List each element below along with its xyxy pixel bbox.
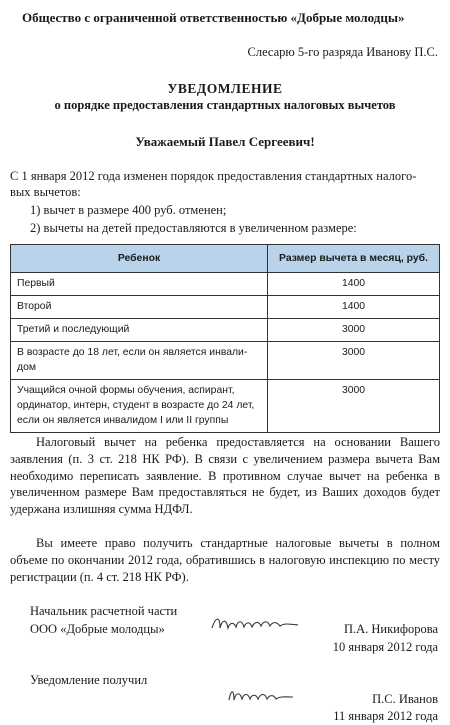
signer-position: Начальник расчетной части: [30, 604, 178, 618]
signer-organization: ООО «Добрые молодцы»: [30, 622, 165, 636]
table-row: [11, 273, 440, 296]
table-row: [11, 296, 440, 319]
list-item-2: 2) вычеты на детей предоставляются в увеличенном размере:: [30, 221, 357, 235]
column-header-child: Ребенок: [11, 245, 268, 273]
table-row: [11, 319, 440, 342]
document-title: УВЕДОМЛЕНИЕ: [167, 81, 283, 96]
intro-line-1: С 1 января 2012 года изменен порядок предоставления стандартных налого-: [10, 169, 417, 183]
addressee: Слесарю 5-го разряда Иванову П.С.: [247, 45, 438, 59]
paragraph-right: Вы имеете право получить стандартные налоговые вычеты в полном объеме по окончании 2012 года, обратившись в налоговую инспекцию по месту регистрации (п. 4 ст. 218 НК РФ).: [10, 536, 440, 584]
signer-date: 10 января 2012 года: [332, 640, 438, 654]
signature-nikiforova-icon: [210, 612, 300, 636]
intro-line-2: вых вычетов:: [10, 185, 81, 199]
amount-cell: 3000: [268, 342, 440, 380]
signer-name: П.А. Никифорова: [343, 622, 438, 636]
table-header-row: [11, 245, 440, 273]
amount-cell: 1400: [268, 296, 440, 319]
receiver-date: 11 января 2012 года: [333, 709, 438, 723]
child-cell: Учащийся очной формы обучения, аспирант, ординатор, интерн, студент в возрасте до 24 лет, если он является инвалидом I или II группы: [11, 380, 268, 433]
child-cell: Второй: [11, 296, 268, 319]
child-cell: Первый: [11, 273, 268, 296]
column-header-amount: Размер вычета в месяц, руб.: [268, 245, 440, 273]
amount-cell: 1400: [268, 273, 440, 296]
amount-cell: 3000: [268, 380, 440, 433]
amount-cell: 3000: [268, 319, 440, 342]
greeting: Уважаемый Павел Сергеевич!: [135, 134, 315, 149]
deductions-table: [10, 244, 440, 433]
signature-ivanov-icon: [226, 685, 296, 707]
child-cell: В возрасте до 18 лет, если он является инвали- дом: [11, 342, 268, 380]
paragraph-application: Налоговый вычет на ребенка предоставляется на основании Вашего заявления (п. 3 ст. 218 НК РФ). В связи с увеличением размера вычета Вам необходимо переписать заявление. В противном случае вычет на ребенка в увеличенном размере Вам предоставляться не будет, из Ваших доходов будет удержана излишняя сумма НДФЛ.: [10, 435, 440, 517]
list-item-1: 1) вычет в размере 400 руб. отменен;: [30, 203, 227, 217]
organization-name: Общество с ограниченной ответственностью «Добрые молодцы»: [22, 10, 405, 25]
document-subtitle: о порядке предоставления стандартных налоговых вычетов: [54, 98, 396, 112]
child-cell: Третий и последующий: [11, 319, 268, 342]
table-row: [11, 380, 440, 433]
received-label: Уведомление получил: [30, 673, 148, 687]
table-row: [11, 342, 440, 380]
receiver-name: П.С. Иванов: [372, 692, 438, 706]
